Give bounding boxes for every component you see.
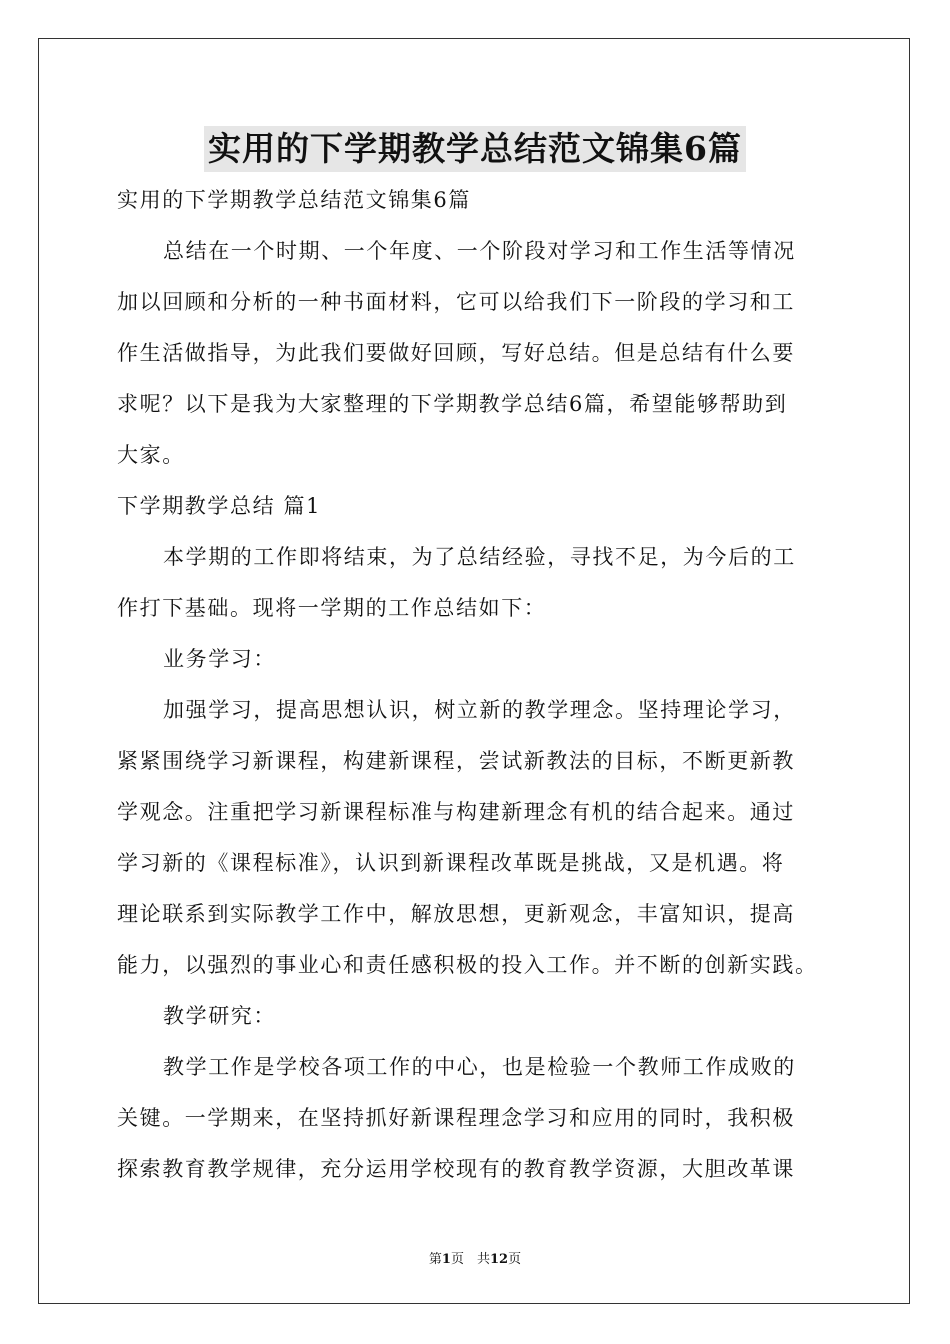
text-line: 总结在一个时期、一个年度、一个阶段对学习和工作生活等情况 (163, 239, 796, 263)
text-line: 教学工作是学校各项工作的中心，也是检验一个教师工作成败的 (163, 1055, 796, 1079)
text-line: 紧紧围绕学习新课程，构建新课程，尝试新教法的目标，不断更新教 (117, 749, 795, 773)
text-line: 学习新的《课程标准》，认识到新课程改革既是挑战，又是机遇。将 (117, 851, 785, 875)
footer-mid: 页 共 (450, 1252, 490, 1267)
text-line: 大家。 (117, 443, 185, 467)
text-line: 教学研究： (163, 1004, 276, 1028)
text-line: 学观念。注重把学习新课程标准与构建新理念有机的结合起来。通过 (117, 800, 795, 824)
text-line: 业务学习： (163, 647, 276, 671)
text-line: 理论联系到实际教学工作中，解放思想，更新观念，丰富知识，提高 (117, 902, 795, 926)
text-line: 本学期的工作即将结束，为了总结经验，寻找不足，为今后的工 (163, 545, 796, 569)
document-body (117, 180, 833, 1200)
text-line: 探索教育教学规律，充分运用学校现有的教育教学资源，大胆改革课 (117, 1157, 795, 1181)
page-footer (0, 1248, 950, 1267)
title-container (0, 126, 950, 172)
text-line: 作生活做指导，为此我们要做好回顾，写好总结。但是总结有什么要 (117, 341, 795, 365)
footer-suffix: 页 (508, 1252, 522, 1267)
footer-prefix: 第 (428, 1252, 442, 1267)
document-title: 实用的下学期教学总结范文锦集6篇 (204, 126, 746, 172)
text-line: 求呢？以下是我为大家整理的下学期教学总结6篇，希望能够帮助到 (117, 392, 788, 416)
footer-page-number: 1 (441, 1252, 451, 1267)
text-line: 实用的下学期教学总结范文锦集6篇 (117, 188, 471, 212)
text-line: 加强学习，提高思想认识，树立新的教学理念。坚持理论学习， (163, 698, 796, 722)
text-line: 下学期教学总结 篇1 (117, 494, 322, 518)
text-line: 作打下基础。现将一学期的工作总结如下： (117, 596, 547, 620)
text-line: 加以回顾和分析的一种书面材料，它可以给我们下一阶段的学习和工 (117, 290, 795, 314)
footer-total-pages: 12 (489, 1252, 509, 1267)
text-line: 关键。一学期来，在坚持抓好新课程理念学习和应用的同时，我积极 (117, 1106, 795, 1130)
text-line: 能力，以强烈的事业心和责任感积极的投入工作。并不断的创新实践。 (117, 953, 818, 977)
